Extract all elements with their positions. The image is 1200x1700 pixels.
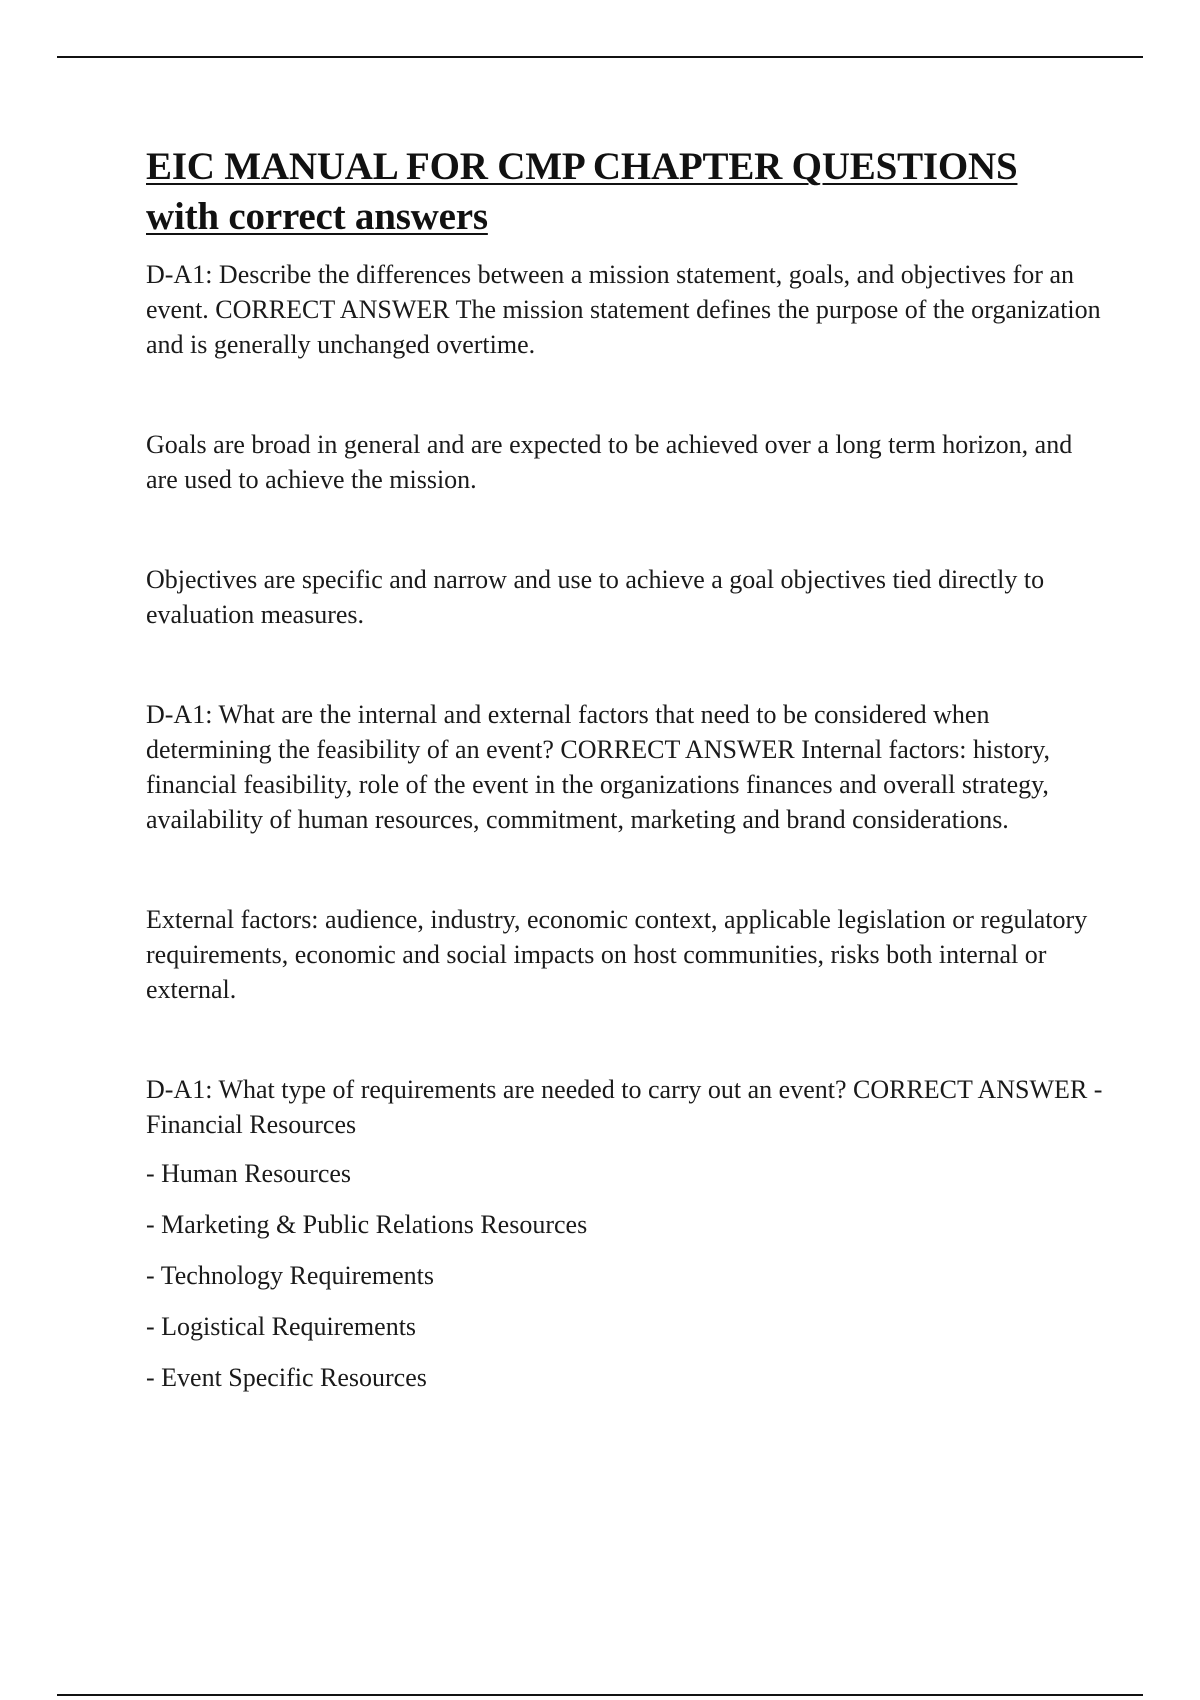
question-2-paragraph: D-A1: What are the internal and external factors that need to be considered when determining the feasibility of an event? CORRECT ANSWER Internal factors: history, financial feasibility, role of the event in the organizations finances and overall strategy, availability of human resources, commitment, marketing and brand considerations. xyxy=(146,700,1051,834)
question-1-paragraph: D-A1: Describe the differences between a mission statement, goals, and objectives for an event. CORRECT ANSWER The mission statement defines the purpose of the organization and is generally unchanged overtime. xyxy=(146,260,1101,359)
title-line-1: EIC MANUAL FOR CMP CHAPTER QUESTIONS xyxy=(146,145,1018,188)
bottom-divider xyxy=(57,1694,1143,1696)
list-item: - Human Resources xyxy=(146,1159,352,1188)
list-item: - Event Specific Resources xyxy=(146,1363,427,1392)
question-3-paragraph: D-A1: What type of requirements are needed to carry out an event? CORRECT ANSWER - Financial Resources xyxy=(146,1075,1103,1139)
list-item: - Technology Requirements xyxy=(146,1261,434,1290)
document-title xyxy=(146,142,1106,242)
external-factors-paragraph: External factors: audience, industry, economic context, applicable legislation or regulatory requirements, economic and social impacts on host communities, risks both internal or external. xyxy=(146,905,1088,1004)
top-divider xyxy=(57,56,1143,58)
list-item: - Marketing & Public Relations Resources xyxy=(146,1210,588,1239)
objectives-paragraph: Objectives are specific and narrow and use to achieve a goal objectives tied directly to evaluation measures. xyxy=(146,565,1045,629)
title-line-2: with correct answers xyxy=(146,195,488,238)
document-body xyxy=(146,142,1106,1395)
list-item: - Logistical Requirements xyxy=(146,1312,417,1341)
goals-paragraph: Goals are broad in general and are expected to be achieved over a long term horizon, and are used to achieve the mission. xyxy=(146,430,1073,494)
